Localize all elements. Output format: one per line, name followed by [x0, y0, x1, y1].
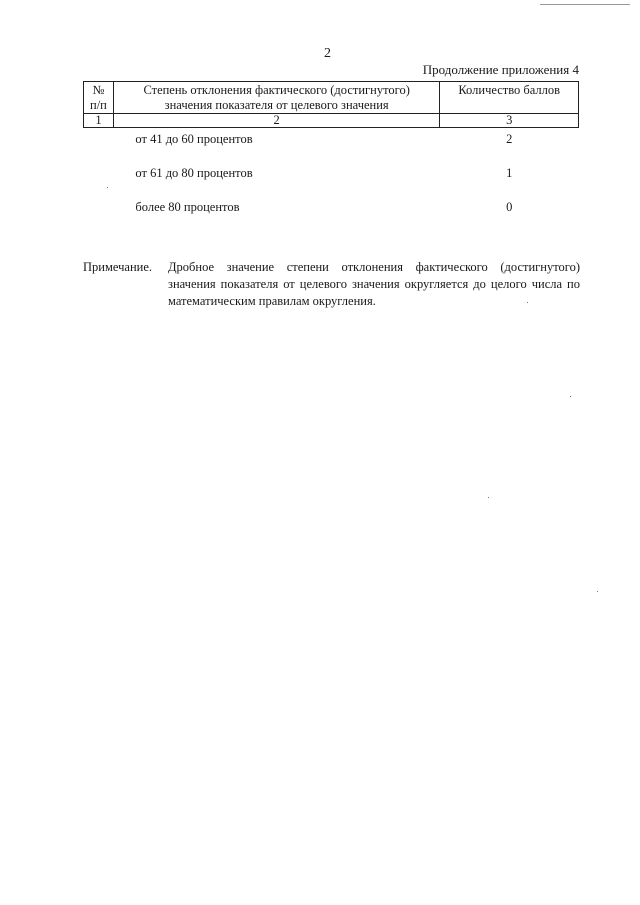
column-index: 3: [440, 114, 579, 128]
table-header-row: [84, 82, 579, 114]
row-score: 0: [506, 200, 513, 214]
row-num: [84, 196, 114, 230]
row-num: [84, 162, 114, 196]
score-table-container: [83, 81, 579, 230]
header-description: Степень отклонения фактического (достигнутого) значения показателя от целевого значения: [113, 82, 440, 114]
row-description: от 61 до 80 процентов: [135, 166, 253, 180]
scan-speck: [527, 302, 528, 303]
note-label: Примечание.: [83, 260, 153, 274]
column-index: 1: [84, 114, 114, 128]
scan-speck: [107, 187, 108, 188]
row-score: 1: [506, 166, 513, 180]
scan-speck: [570, 396, 571, 397]
scan-speck: [488, 497, 489, 498]
row-description: от 41 до 60 процентов: [135, 132, 253, 146]
note-block: [83, 259, 580, 310]
table-row: [84, 162, 579, 196]
column-index: 2: [113, 114, 440, 128]
score-table: [83, 81, 579, 230]
table-row: [84, 196, 579, 230]
row-description: более 80 процентов: [135, 200, 240, 214]
scan-speck: [597, 591, 598, 592]
scan-edge-line: [540, 4, 630, 5]
continuation-caption: Продолжение приложения 4: [422, 62, 579, 77]
column-index-row: [84, 114, 579, 128]
page-number: 2: [324, 46, 331, 61]
table-row: [84, 128, 579, 163]
row-score: 2: [506, 132, 513, 146]
note-text: Дробное значение степени отклонения фактического (достигнутого) значения показателя от целевого значения округляется до целого числа по математическим правилам округления.: [168, 260, 580, 308]
header-num: № п/п: [84, 82, 114, 114]
row-num: [84, 128, 114, 163]
header-score: Количество баллов: [440, 82, 579, 114]
